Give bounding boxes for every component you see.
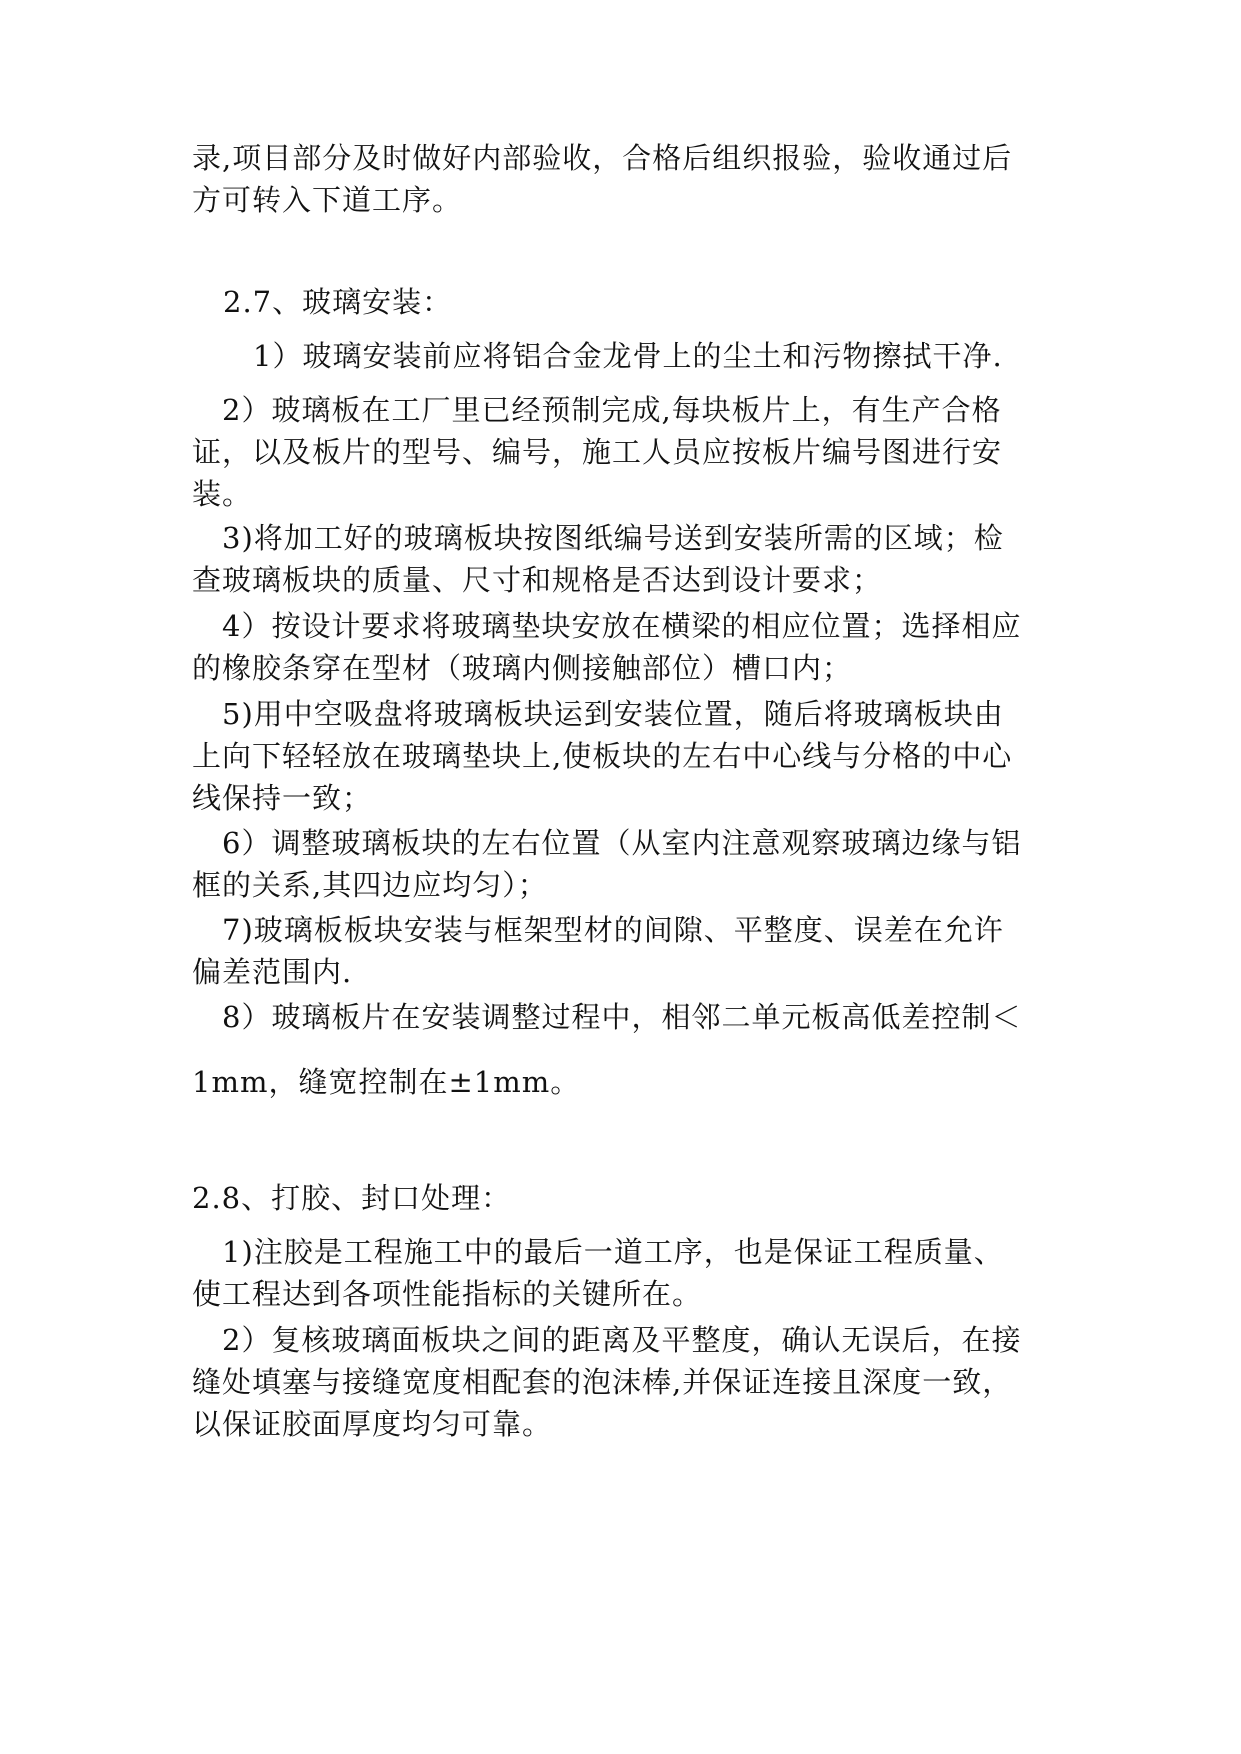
paragraph-item-4 [192, 605, 1072, 689]
paragraph-item-6 [192, 822, 1072, 906]
text-line: 以保证胶面厚度均匀可靠。 [192, 1407, 553, 1441]
text-line: 线保持一致； [192, 781, 373, 815]
text-line: 1）玻璃安装前应将铝合金龙骨上的尘土和污物擦拭干净. [253, 339, 1003, 373]
text-line: 1mm，缝宽控制在±1mm。 [192, 1065, 581, 1099]
paragraph-glue-2 [192, 1319, 1072, 1445]
text-line: 装。 [192, 477, 253, 511]
paragraph-item-8-continued [192, 1061, 1072, 1103]
text-line: 使工程达到各项性能指标的关键所在。 [192, 1277, 703, 1311]
paragraph-item-2 [192, 389, 1072, 515]
text-line: 8）玻璃板片在安装调整过程中，相邻二单元板高低差控制＜ [222, 1000, 1022, 1034]
paragraph-item-8 [192, 996, 1072, 1038]
text-line: 缝处填塞与接缝宽度相配套的泡沫棒,并保证连接且深度一致， [192, 1365, 1013, 1399]
text-line: 2）玻璃板在工厂里已经预制完成,每块板片上，有生产合格 [222, 393, 1002, 427]
paragraph-item-5 [192, 693, 1072, 819]
paragraph-item-1 [253, 335, 1133, 377]
section-heading-2-7 [223, 281, 1103, 323]
text-line: 偏差范围内. [192, 955, 353, 989]
text-line: 2）复核玻璃面板块之间的距离及平整度，确认无误后，在接 [222, 1323, 1022, 1357]
text-line: 方可转入下道工序。 [192, 183, 463, 217]
text-line: 3)将加工好的玻璃板块按图纸编号送到安装所需的区域；检 [222, 521, 1004, 555]
text-line: 5)用中空吸盘将玻璃板块运到安装位置，随后将玻璃板块由 [222, 697, 1004, 731]
text-line: 4）按设计要求将玻璃垫块安放在横梁的相应位置；选择相应 [222, 609, 1022, 643]
text-line: 上向下轻轻放在玻璃垫块上,使板块的左右中心线与分格的中心 [192, 739, 1013, 773]
text-line: 录,项目部分及时做好内部验收，合格后组织报验，验收通过后 [192, 141, 1013, 175]
paragraph-item-7 [192, 909, 1072, 993]
text-line: 查玻璃板块的质量、尺寸和规格是否达到设计要求； [192, 563, 883, 597]
text-line: 6）调整玻璃板块的左右位置（从室内注意观察玻璃边缘与铝 [222, 826, 1022, 860]
heading-text: 2.7、玻璃安装： [223, 285, 453, 319]
text-line: 的橡胶条穿在型材（玻璃内侧接触部位）槽口内； [192, 651, 853, 685]
paragraph-item-3 [192, 517, 1072, 601]
paragraph-continuation [192, 137, 1072, 221]
text-line: 框的关系,其四边应均匀）； [192, 868, 548, 902]
text-line: 7)玻璃板板块安装与框架型材的间隙、平整度、误差在允许 [222, 913, 1004, 947]
text-line: 1)注胶是工程施工中的最后一道工序，也是保证工程质量、 [222, 1235, 1004, 1269]
text-line: 证，以及板片的型号、编号，施工人员应按板片编号图进行安 [192, 435, 1003, 469]
paragraph-glue-1 [192, 1231, 1072, 1315]
heading-text: 2.8、打胶、封口处理： [192, 1181, 512, 1215]
section-heading-2-8 [192, 1177, 1072, 1219]
